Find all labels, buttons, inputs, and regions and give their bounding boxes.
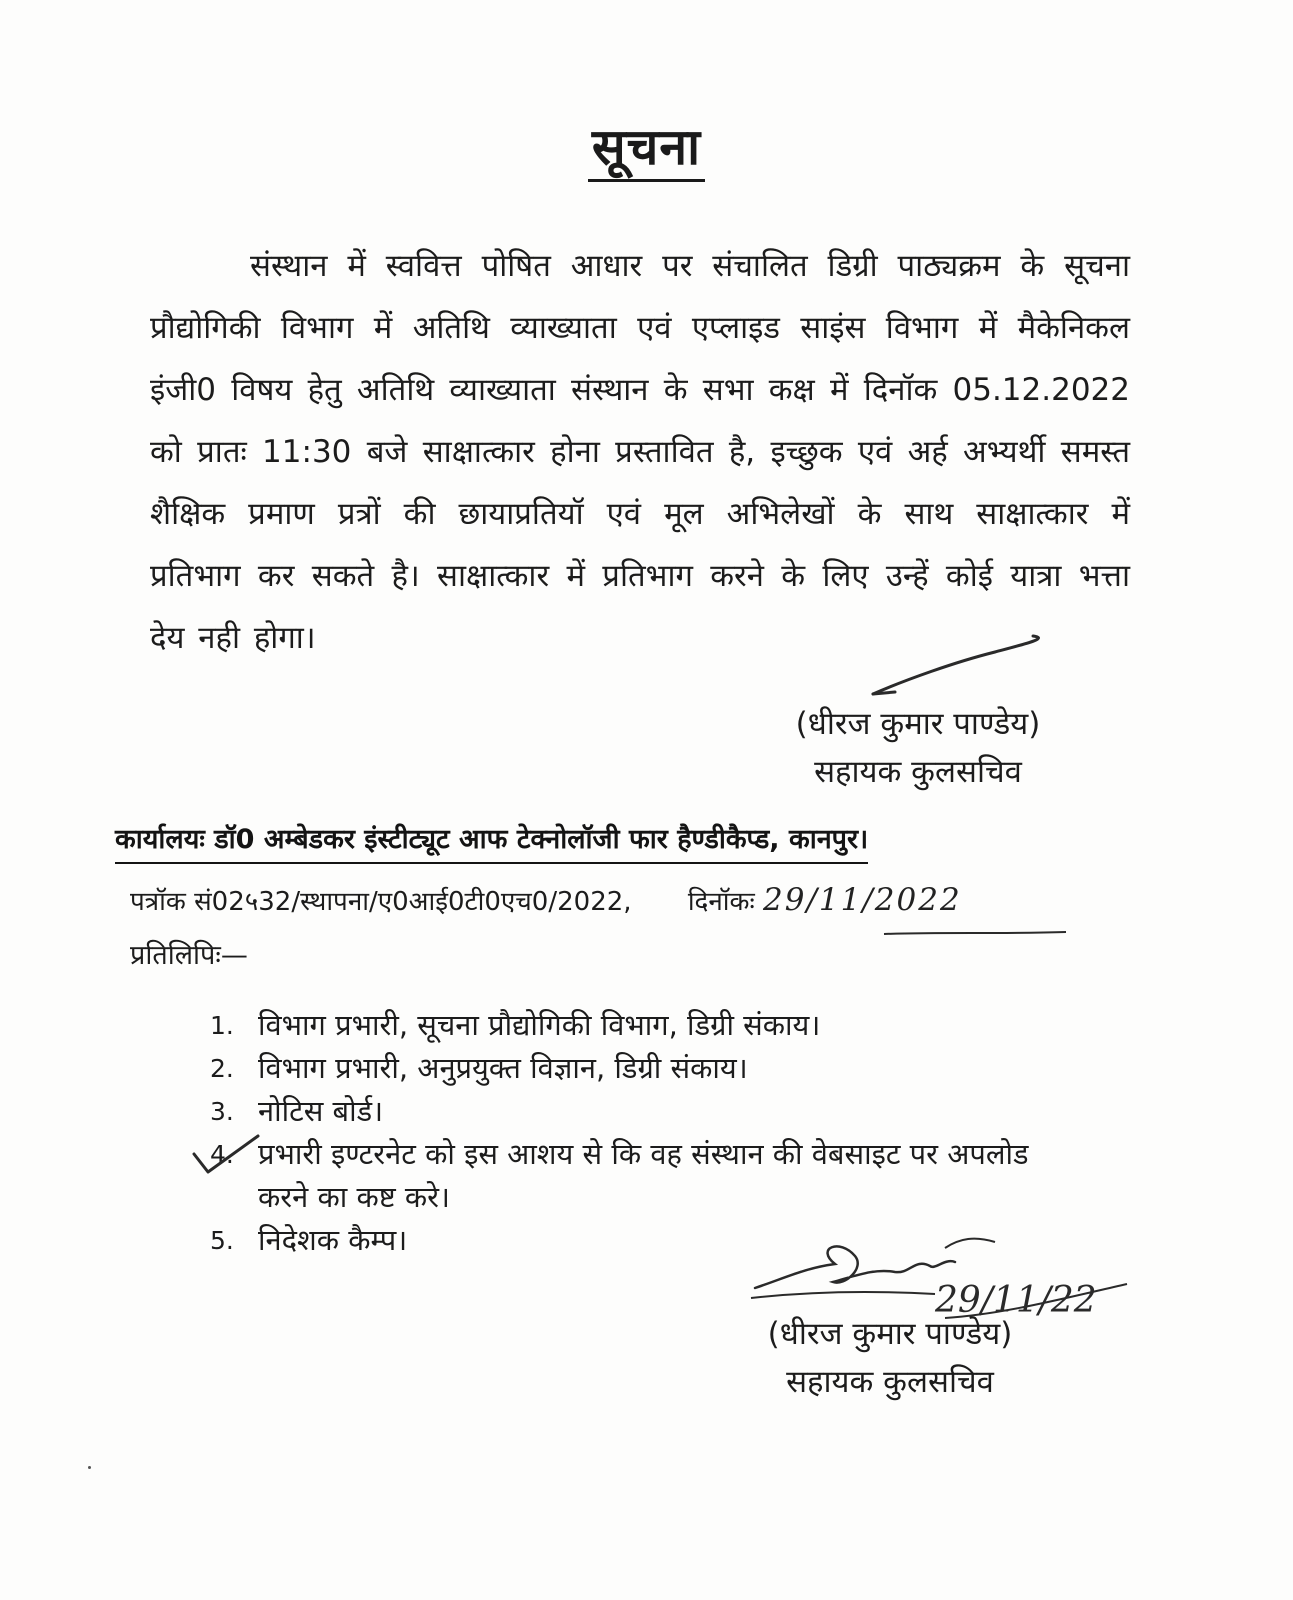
handwritten-date: 29/11/2022 [763, 882, 962, 918]
check-mark-icon [188, 1130, 268, 1180]
signatory-designation-2: सहायक कुलसचिव [786, 1364, 994, 1400]
list-item-number: 1. [210, 1011, 234, 1040]
notice-body: संस्थान में स्ववित्त पोषित आधार पर संचालित डिग्री पाठ्यक्रम के सूचना प्रौद्योगिकी विभाग में अतिथि व्याख्याता एवं एप्लाइड साइंस विभाग में मैकेनिकल इंजी0 विषय हेतु अतिथि व्याख्याता संस्थान के सभा कक्ष में दिनॉक 05.12.2022 को प्रातः 11:30 बजे साक्षात्कार होना प्रस्तावित है, इच्छुक एवं अर्ह अभ्यर्थी समस्त शैक्षिक प्रमाण प्रत्रों की छायाप्रतियॉ एवं मूल अभिलेखों के साथ साक्षात्कार में प्रतिभाग कर सकते है। साक्षात्कार में प्रतिभाग करने के लिए उन्हें कोई यात्रा भत्ता देय नही होगा। [150, 248, 1130, 656]
list-item [210, 1090, 1070, 1133]
copy-to-label: प्रतिलिपिः— [130, 940, 248, 971]
signatory-name-1: (धीरज कुमार पाण्डेय) [795, 706, 1041, 742]
office-heading: कार्यालयः डॉ0 अम्बेडकर इंस्टीट्यूट आफ टेक्नोलॉजी फार हैण्डीकैप्ड, कानपुर। [115, 820, 868, 864]
list-item [210, 1047, 1070, 1090]
list-item-text: प्रभारी इण्टरनेट को इस आशय से कि वह संस्थान की वेबसाइट पर अपलोड करने का कष्ट करे। [258, 1137, 1029, 1214]
list-item-text: निदेशक कैम्प। [258, 1223, 408, 1257]
list-item-number: 5. [210, 1226, 234, 1255]
copy-to-list [210, 1004, 1070, 1262]
handwritten-date-2: 29/11/22 [935, 1280, 1097, 1321]
date-underline [880, 922, 1070, 942]
letter-number: पत्रॉक सं02५32/स्थापना/ए0आई0टी0एच0/2022, [130, 887, 632, 917]
date-label: दिनॉकः [687, 887, 755, 917]
list-item-text: नोटिस बोर्ड। [258, 1094, 384, 1128]
signatory-designation-1: सहायक कुलसचिव [814, 754, 1022, 790]
reference-line [130, 880, 962, 922]
speck [88, 1466, 91, 1469]
list-item-text: विभाग प्रभारी, सूचना प्रौद्योगिकी विभाग, डिग्री संकाय। [258, 1008, 821, 1042]
list-item-number: 4. [210, 1140, 234, 1169]
list-item [210, 1004, 1070, 1047]
notice-title [0, 118, 1293, 182]
list-item-number: 2. [210, 1054, 234, 1083]
list-item [210, 1133, 1070, 1219]
list-item-text: विभाग प्रभारी, अनुप्रयुक्त विज्ञान, डिग्री संकाय। [258, 1051, 748, 1085]
signatory-block-1 [778, 700, 1058, 796]
signatory-block-2 [745, 1310, 1035, 1406]
signatory-name-2: (धीरज कुमार पाण्डेय) [767, 1316, 1013, 1352]
notice-title-text: सूचना [588, 120, 705, 182]
list-item-number: 3. [210, 1097, 234, 1126]
